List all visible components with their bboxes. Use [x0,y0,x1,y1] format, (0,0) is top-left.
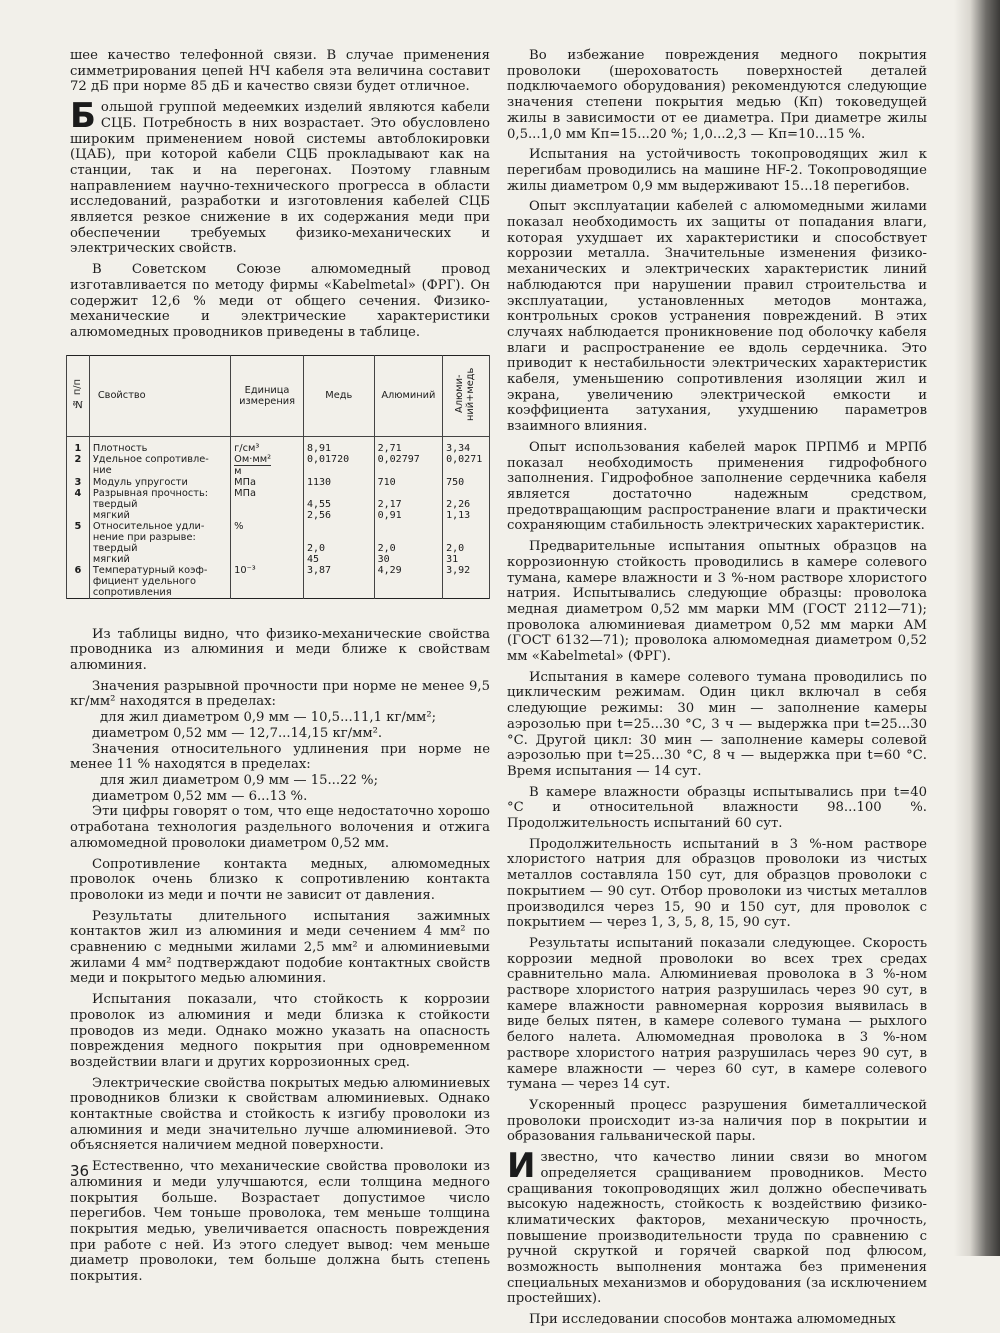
paragraph: В Советском Союзе алюмомедный провод изготавливается по методу фирмы «Kabelmetal» (ФРГ). Он содержит 12,6 % меди от общего сечения. Физико-механические и электрические характеристики алюмомедных проводников приведены в таблице. [70,262,490,340]
cell-line: МПа [234,487,256,499]
cell-line: фициент удельного [92,575,197,587]
cell-line: 30 [377,553,390,565]
table-body [67,436,490,598]
cell-line: мягкий [92,509,130,521]
unit-cell [231,454,304,477]
property-cell [89,454,230,477]
alcu-value [443,436,490,454]
paragraph: Значения разрывной прочности при норме не менее 9,5 кг/мм² находятся в пределах: [70,678,490,710]
aluminum-value [374,565,442,599]
column-header-copper: Медь [303,355,374,436]
paragraph: Опыт эксплуатации кабелей с алюмомедными жилами показал необходимость их защиты от попадания влаги, которая ухудшает их характеристики и способствует коррозии металла. Значительные изменения физико-механических и электрических характеристик линий наблюдаются при нарушении правил строительства и эксплуатации, установленных методов монтажа, контрольных сроков устранения повреждений. В этих случаях наблюдается проникновение под оболочку кабеля влаги и распространение ее вдоль сердечника. Это приводит к нестабильности электрических характеристик кабеля, уменьшению сопротивления изоляции жил и экрана, увеличению электрической емкости и коэффициента затухания, ухудшению параметров взаимного влияния. [507,199,927,435]
cell-line: 0,02797 [377,453,420,465]
cell-line [378,488,439,499]
cell-line [307,532,371,543]
cell-line: мягкий [92,553,130,565]
copper-value [303,477,374,488]
property-cell [89,488,230,521]
list-item: диаметром 0,52 мм — 12,7...14,15 кг/мм². [92,725,383,741]
cell-line: 2,26 [446,498,471,510]
cell-line [446,532,486,543]
cell-line: Удельное сопротивле- [92,453,209,465]
paragraph: При исследовании способов монтажа алюмомедных [529,1312,896,1328]
section-paragraph [70,96,490,257]
paragraph: Продолжительность испытаний в 3 %-ном растворе хлористого натрия для образцов проволоки из чистых металлов составляла 150 сут, для образцов проволоки с покрытием — 90 сут. Отбор проволоки из чистых металлов производился через 15, 90 и 150 сут, для проволок с покрытием — через 1, 3, 5, 8, 15, 90 сут. [507,836,927,931]
aluminum-value [374,436,442,454]
table-row [67,454,490,477]
row-number [67,454,90,477]
property-cell [89,565,230,599]
alcu-value [443,488,490,521]
cell-line: 45 [306,553,320,565]
cell-line: 4,55 [306,498,332,510]
cell-line: 2,71 [377,442,402,454]
cell-line: 710 [377,476,396,488]
cell-line: 750 [446,476,465,488]
table-row [67,436,490,454]
cell-line: 0,01720 [306,453,350,465]
row-number-text: 2 [74,453,82,465]
alcu-value [443,477,490,488]
list-item: для жил диаметром 0,9 мм — 15...22 %; [100,772,379,788]
aluminum-value [374,454,442,477]
paragraph: Во избежание повреждения медного покрытия проволоки (шероховатость поверхностей деталей подключаемого оборудования) рекомендуются следующие значения степени покрытия медью (Кп) токоведущей жилы в зависимости от ее диаметра. При диаметре жилы 0,5...1,0 мм Кп=15...20 %; 1,0...2,3 — Кп=10...15 %. [507,48,927,142]
cell-line: твердый [92,542,138,554]
row-number-text: 5 [74,520,82,532]
list-item: диаметром 0,52 мм — 6...13 %. [92,788,308,804]
aluminum-value [374,477,442,488]
cell-line [378,521,439,532]
cell-line: 2,56 [306,509,332,521]
copper-value [303,454,374,477]
cell-line: 2,0 [377,542,396,554]
column-header-unit: Единица измерения [231,355,304,436]
alcu-value [443,521,490,565]
unit-cell [231,436,304,454]
paragraph: Результаты испытаний показали следующее. Скорость коррозии медной проволоки во всех трех средах сравнительно мала. Алюминиевая проволока в 3 %-ном растворе хлористого натрия разрушилась через 90 сут, в камере влажности равномерная коррозия выявилась в виде белых пятен, в камере солевого тумана — рыхлого белого налета. Алюмомедная проволока в 3 %-ном растворе хлористого натрия разрушилась через 90 сут, в камере влажности — через 60 сут, в камере солевого тумана — через 14 сут. [507,935,927,1093]
cell-line: МПа [234,476,256,488]
cell-line: 8,91 [306,442,332,454]
column-header-num: № п/п [72,379,84,410]
paragraph-text: ольшой группой медеемких изделий являются кабели СЦБ. Потребность в них возрастает. Это обусловлено широким применением новой системы автоблокировки (ЦАБ), при которой кабели СЦБ прокладывают как на станции, так и на перегонах. Поэтому главным направлением научно-технического прогресса в области исследований, разработки и изготовления кабелей СЦБ является резкое снижение в их содержания меди при обеспечении требуемых физико-механических и электрических свойств. [70,100,490,257]
cell-line: 10⁻³ [234,564,256,576]
cell-line: 3,92 [446,564,471,576]
cell-line: 0,91 [377,509,402,521]
cell-line: сопротивления [92,586,172,598]
cell-line: твердый [92,498,138,510]
cell-line: Ом·мм² [234,453,272,465]
alcu-value [443,454,490,477]
table-row [67,488,490,521]
paragraph: Ускоренный процесс разрушения биметаллической проволоки происходит из-за наличия пор в покрытии и образования гальванической пары. [507,1098,927,1145]
list-item: для жил диаметром 0,9 мм — 10,5...11,1 кг/мм²; [100,710,437,726]
unit-cell [231,488,304,521]
unit-cell [231,565,304,599]
row-number-text: 4 [74,487,82,499]
property-cell [89,436,230,454]
copper-value [303,436,374,454]
paragraph: Естественно, что механические свойства проволоки из алюминия и меди улучшаются, если толщина медного покрытия больше. Возрастает допустимое число перегибов. Чем тоньше проволока, тем меньше толщина покрытия медью, увеличивается опасность повреждения при работе с ней. Из этого следует вывод: чем меньше диаметр проволоки, тем больше должна быть степень покрытия. [70,1159,490,1285]
left-column [70,48,490,1290]
paragraph: Эти цифры говорят о том, что еще недостаточно хорошо отработана технология раздельного волочения и отжига алюмомедной проволоки диаметром 0,52 мм. [70,804,490,851]
copper-value [303,521,374,565]
cell-line: 1130 [306,476,332,488]
row-number-text: 6 [74,564,82,576]
row-number-text: 1 [74,442,82,454]
cell-line: 2,0 [446,542,465,554]
row-number [67,488,90,521]
cell-line: 2,0 [306,542,326,554]
paragraph: Испытания показали, что стойкость к коррозии проволок из алюминия и меди близка к стойкости проводов из меди. Однако можно указать на опасность повреждения медного покрытия при одновременном воздействии влаги и других коррозионных сред. [70,992,490,1070]
paragraph: Предварительные испытания опытных образцов на коррозионную стойкость проводились в камере солевого тумана, камере влажности и 3 %-ном растворе хлористого натрия. Испытывались следующие образцы: проволока медная диаметром 0,52 мм марки ММ (ГОСТ 2112—71); проволока алюминиевая диаметром 0,52 мм марки АМ (ГОСТ 6132—71); проволока алюмомедная диаметром 0,52 мм «Kabelmetal» (ФРГ). [507,539,927,665]
unit-cell [231,521,304,565]
paragraph: шее качество телефонной связи. В случае применения симметрирования цепей НЧ кабеля эта величина составит 72 дБ при норме 85 дБ и качество связи будет отличное. [70,48,490,95]
cell-line: 2,17 [377,498,402,510]
row-number [67,565,90,599]
column-header-property: Свойство [89,355,230,436]
row-number-text: 3 [74,476,82,488]
cell-line: г/см³ [234,442,260,454]
paragraph: Из таблицы видно, что физико-механические свойства проводника из алюминия и меди ближе к свойствам алюминия. [70,626,490,674]
cell-line [446,488,486,499]
table-row [67,521,490,565]
column-header-alcu: Алюми-ний+медь [454,367,477,421]
cell-line: % [234,520,244,532]
unit-cell [231,477,304,488]
section-paragraph [507,1146,927,1307]
cell-line [378,532,439,543]
cell-line: Относительное удли- [92,520,205,532]
cell-line: Разрывная прочность: [92,487,209,499]
cell-line: ние [92,464,112,476]
paragraph: В камере влажности образцы испытывались при t=40 °С и относительной влажности 98...100 %. Продолжительность испытаний 60 сут. [507,784,927,832]
column-header-aluminum: Алюминий [374,355,442,436]
page-number: 36 [70,1162,90,1180]
row-number [67,521,90,565]
right-column [507,48,927,1333]
aluminum-value [374,488,442,521]
cell-line: Температурный коэф- [92,564,208,576]
drop-cap: Б [70,96,96,137]
cell-line: 1,13 [446,509,471,521]
table-row [67,477,490,488]
cell-line: 31 [446,553,459,565]
paragraph: Сопротивление контакта медных, алюмомедных проволок очень близко к сопротивлению контакта проволоки из меди и почти не зависит от давления. [70,856,490,903]
table-header-row [67,355,490,436]
cell-line: Модуль упругости [92,476,188,488]
paragraph-text: звестно, что качество линии связи во многом определяется сращиванием проводников. Место сращивания токопроводящих жил должно обеспечивать высокую надежность, стойкость к воздействию физико-климатических факторов, механическую прочность, повышение производительности труда по сравнению с ручной скруткой и горячей сваркой под флюсом, возможность выполнения монтажа без применения специальных механизмов и оборудования (за исключением простейших). [507,1150,927,1307]
paragraph: Испытания на устойчивость токопроводящих жил к перегибам проводились на машине HF-2. Токопроводящие жилы диаметром 0,9 мм выдерживают 15...18 перегибов. [507,147,927,194]
aluminum-value [374,521,442,565]
cell-line: 0,0271 [446,453,483,465]
row-number [67,477,90,488]
alcu-value [443,565,490,599]
paragraph: Опыт использования кабелей марок ПРПМб и МРПб показал необходимость применения гидрофобного заполнения. Гидрофобное заполнение сердечника кабеля является достаточно надежным средством, предотвращающим распространение влаги и практически сохраняющим стабильность электрических характеристик. [507,439,927,534]
property-cell [89,521,230,565]
cell-line [307,521,371,532]
cell-line [307,488,371,499]
copper-value [303,488,374,521]
cell-line: м [234,465,242,477]
paragraph: Значения относительного удлинения при норме не менее 11 % находятся в пределах: [70,741,490,773]
copper-value [303,565,374,599]
table-row [67,565,490,599]
cell-line: 4,29 [377,564,402,576]
paragraph: Электрические свойства покрытых медью алюминиевых проводников близки к свойствам алюминиевых. Однако контактные свойства и стойкость к изгибу проволоки из алюминия и меди значительно лучше алюминиевой. Это объясняется наличием медной поверхности. [70,1075,490,1154]
drop-cap: И [507,1146,536,1187]
cell-line: Плотность [92,442,148,454]
properties-table [66,355,490,599]
row-number [67,436,90,454]
cell-line: 3,87 [306,564,332,576]
cell-line [446,521,486,532]
cell-line: 3,34 [446,442,471,454]
page-binding-shadow [954,0,1000,1256]
paragraph: Испытания в камере солевого тумана проводились по циклическим режимам. Один цикл включал в себя следующие режимы: 30 мин — заполнение камеры аэрозолью при t=25...30 °С, 3 ч — выдержка при t=25...30 °С. Другой цикл: 30 мин — заполнение камеры солевой аэрозолью при t=25...30 °С, 8 ч — выдержка при t=60 °С. Время испытания — 14 сут. [507,669,927,779]
paragraph: Результаты длительного испытания зажимных контактов жил из алюминия и меди сечением 4 мм² по сравнению с медными жилами 2,5 мм² и алюминиевыми жилами 4 мм² подтверждают подобие контактных свойств меди и покрытого медью алюминия. [70,908,490,987]
property-cell [89,477,230,488]
cell-line: нение при разрыве: [92,531,196,543]
